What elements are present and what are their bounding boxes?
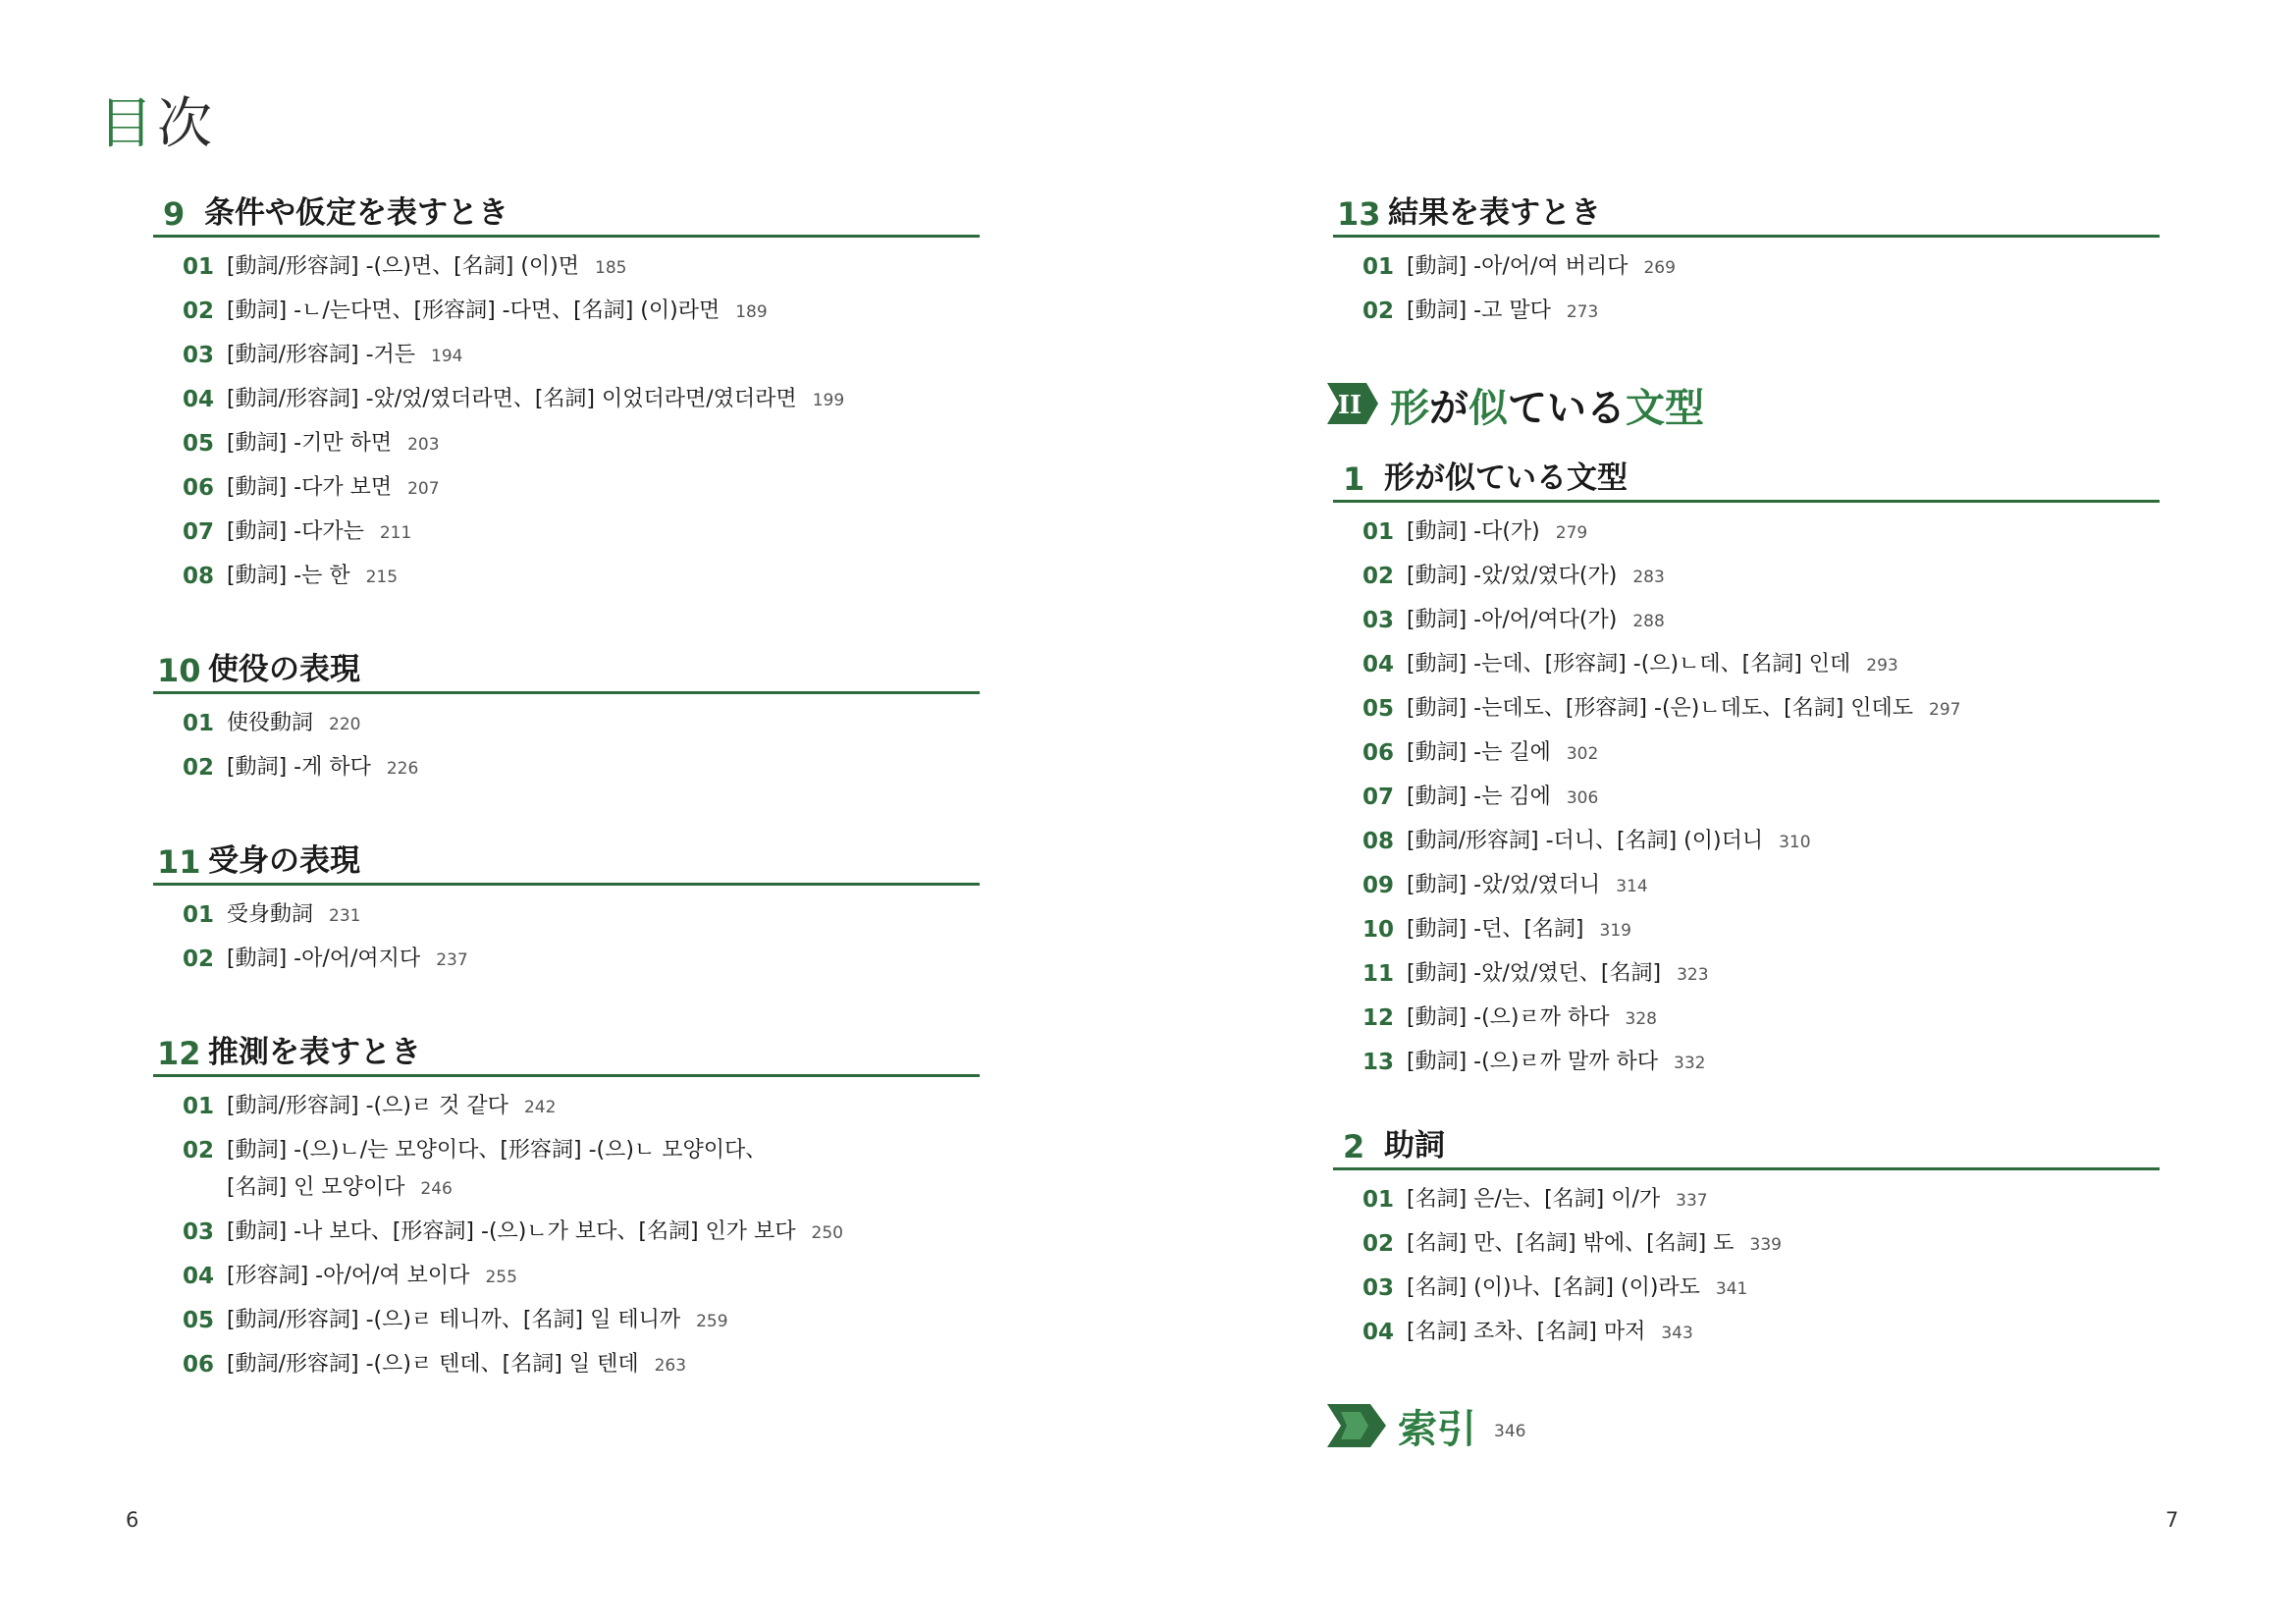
- entry-text: [名詞] (이)나、[名詞] (이)라도: [1407, 1275, 1700, 1300]
- section-number: 12: [157, 1035, 201, 1072]
- entry-text: [動詞/形容詞] -(으)ㄹ 것 같다: [227, 1094, 508, 1118]
- entry-text: [動詞] -는데、[形容詞] -(으)ㄴ데、[名詞] 인데: [1407, 652, 1851, 676]
- entry-number: 03: [1362, 1275, 1395, 1301]
- entry-text: [動詞] -아/어/여 버리다: [1407, 254, 1629, 279]
- entry-number: 03: [1362, 608, 1395, 633]
- entry-page: 319: [1599, 921, 1631, 941]
- entry-text: [動詞] -았/었/였다(가): [1407, 564, 1618, 588]
- entry-page: 283: [1632, 568, 1665, 587]
- section-number: 9: [163, 195, 186, 233]
- entry-number: 05: [183, 431, 215, 457]
- entry-text: [動詞] -(으)ㄹ까 말까 하다: [1407, 1050, 1659, 1074]
- entry-page: 273: [1566, 302, 1599, 322]
- entry-page: 306: [1566, 788, 1599, 808]
- entry-page: 339: [1749, 1235, 1782, 1255]
- entry-text: [動詞] -다가는: [227, 519, 364, 544]
- entry-number: 02: [183, 298, 215, 324]
- entry-page: 341: [1715, 1279, 1748, 1299]
- entry-number: 04: [183, 1264, 215, 1289]
- section-heading-11[interactable]: [153, 839, 980, 886]
- entry-page: 328: [1625, 1009, 1657, 1029]
- entry-text: [動詞] -던、[名詞]: [1407, 917, 1584, 942]
- entry-number: 01: [1362, 519, 1395, 545]
- entry-page: 255: [485, 1268, 517, 1287]
- index-page: 346: [1494, 1422, 1526, 1441]
- entry-page: 242: [523, 1098, 557, 1117]
- entry-number: 02: [1362, 564, 1395, 589]
- entry-page: 337: [1676, 1191, 1708, 1211]
- entry-page: 250: [811, 1223, 843, 1243]
- entry-page: 185: [595, 258, 627, 278]
- entry-text: [動詞/形容詞] -(으)ㄹ 텐데、[名詞] 일 텐데: [227, 1352, 639, 1377]
- entry-page: 279: [1555, 523, 1588, 543]
- entry-number: 09: [1362, 873, 1395, 898]
- part-badge-icon: [1327, 383, 1378, 424]
- section-title: 形が似ている文型: [1384, 460, 1628, 496]
- entry-number: 02: [183, 755, 215, 781]
- entry-page: 293: [1866, 656, 1898, 676]
- entry-text: [動詞] -게 하다: [227, 755, 371, 780]
- entry-number: 01: [1362, 1187, 1395, 1213]
- entry-text-line2: [名詞] 인 모양이다: [227, 1175, 405, 1200]
- entry-text: [動詞] -ㄴ/는다면、[形容詞] -다면、[名詞] (이)라면: [227, 298, 721, 323]
- entry-page: 199: [812, 391, 845, 410]
- entry-text: [動詞] -다가 보면: [227, 475, 393, 500]
- entry-text: 使役動詞: [227, 711, 314, 735]
- index-chevron-icon: [1327, 1404, 1378, 1445]
- part-title: 形が似ている文型: [1390, 386, 1704, 431]
- entry-page: 189: [735, 302, 768, 322]
- section-heading-2[interactable]: [1333, 1124, 2160, 1170]
- entry-number: 07: [183, 519, 215, 545]
- entry-number: 01: [1362, 254, 1395, 280]
- entry-number: 12: [1362, 1005, 1395, 1031]
- entry-page: 323: [1677, 965, 1709, 985]
- section-title: 助詞: [1384, 1128, 1445, 1163]
- section-number: 10: [157, 652, 201, 689]
- section-title: 受身の表現: [208, 843, 360, 879]
- entry-text: [動詞/形容詞] -았/었/였더라면、[名詞] 이었더라면/였더라면: [227, 387, 797, 411]
- entry-page: 302: [1566, 744, 1599, 764]
- entry-text: [動詞] -다(가): [1407, 519, 1540, 544]
- part-badge-label: II: [1337, 391, 1362, 420]
- entry-page: 226: [386, 759, 419, 779]
- entry-number: 08: [183, 564, 215, 589]
- entry-number: 05: [1362, 696, 1395, 722]
- section-heading-9[interactable]: [153, 191, 980, 238]
- entry-text: [名詞] 조차、[名詞] 마저: [1407, 1320, 1646, 1344]
- entry-text: [動詞/形容詞] -(으)면、[名詞] (이)면: [227, 254, 580, 279]
- section-number: 11: [157, 843, 201, 881]
- entry-text: [動詞] -(으)ㄹ까 하다: [1407, 1005, 1610, 1030]
- entry-number: 02: [183, 947, 215, 972]
- entry-text: [動詞] -았/었/였더니: [1407, 873, 1601, 897]
- entry-page: 310: [1779, 833, 1811, 852]
- entry-number: 01: [183, 254, 215, 280]
- section-title: 条件や仮定を表すとき: [204, 195, 508, 231]
- entry-page: 259: [696, 1312, 728, 1331]
- entry-page: 211: [379, 523, 412, 543]
- entry-text: [動詞] -는데도、[形容詞] -(은)ㄴ데도、[名詞] 인데도: [1407, 696, 1914, 721]
- entry-number: 06: [183, 1352, 215, 1378]
- entry-text: [形容詞] -아/어/여 보이다: [227, 1264, 470, 1288]
- entry-page: 246: [420, 1179, 453, 1199]
- entry-text: [名詞] 만、[名詞] 밖에、[名詞] 도: [1407, 1231, 1735, 1256]
- entry-number: 02: [183, 1138, 215, 1163]
- entry-page: 215: [365, 568, 399, 587]
- entry-page: 231: [329, 906, 361, 926]
- entry-page: 288: [1632, 612, 1665, 631]
- entry-number: 07: [1362, 784, 1395, 810]
- entry-number: 02: [1362, 1231, 1395, 1257]
- section-heading-1[interactable]: [1333, 457, 2160, 503]
- entry-number: 03: [183, 343, 215, 368]
- entry-page: 220: [329, 715, 361, 734]
- entry-page: 314: [1616, 877, 1648, 896]
- entry-number: 04: [1362, 1320, 1395, 1345]
- section-heading-13[interactable]: [1333, 191, 2160, 238]
- page-number-left: 6: [126, 1508, 139, 1532]
- entry-text: [動詞] -고 말다: [1407, 298, 1551, 323]
- entry-text: 受身動詞: [227, 902, 314, 927]
- section-number: 1: [1343, 460, 1365, 498]
- entry-page: 194: [431, 347, 463, 366]
- entry-text: [動詞] -았/었/였던、[名詞]: [1407, 961, 1662, 986]
- entry-page: 332: [1674, 1054, 1706, 1073]
- title-rest: 次: [157, 92, 216, 156]
- entry-text: [動詞] -(으)ㄴ/는 모양이다、[形容詞] -(으)ㄴ 모양이다、: [227, 1138, 768, 1163]
- entry-text: [名詞] 은/는、[名詞] 이/가: [1407, 1187, 1661, 1212]
- entry-text: [動詞] -는 김에: [1407, 784, 1551, 809]
- entry-page: 269: [1643, 258, 1676, 278]
- entry-text: [動詞] -는 길에: [1407, 740, 1551, 765]
- entry-text: [動詞] -아/어/여지다: [227, 947, 421, 971]
- entry-text: [動詞/形容詞] -거든: [227, 343, 416, 367]
- entry-page: 297: [1929, 700, 1961, 720]
- section-title: 推測を表すとき: [208, 1035, 421, 1070]
- entry-text: [動詞] -기만 하면: [227, 431, 393, 456]
- entry-number: 01: [183, 902, 215, 928]
- entry-page: 207: [407, 479, 440, 499]
- section-title: 使役の表現: [208, 652, 360, 687]
- entry-page: 263: [654, 1356, 687, 1376]
- entry-number: 10: [1362, 917, 1395, 943]
- entry-number: 03: [183, 1219, 215, 1245]
- entry-text: [動詞] -는 한: [227, 564, 350, 588]
- entry-text: [動詞/形容詞] -(으)ㄹ 테니까、[名詞] 일 테니까: [227, 1308, 681, 1332]
- entry-number: 02: [1362, 298, 1395, 324]
- entry-number: 06: [1362, 740, 1395, 766]
- section-heading-10[interactable]: [153, 648, 980, 694]
- entry-number: 08: [1362, 829, 1395, 854]
- entry-page: 343: [1661, 1324, 1693, 1343]
- entry-number: 06: [183, 475, 215, 501]
- entry-number: 01: [183, 1094, 215, 1119]
- entry-number: 01: [183, 711, 215, 736]
- page-number-right: 7: [2165, 1508, 2179, 1532]
- entry-number: 11: [1362, 961, 1395, 987]
- entry-text: [動詞] -아/어/여다(가): [1407, 608, 1618, 632]
- section-number: 13: [1337, 195, 1381, 233]
- entry-number: 05: [183, 1308, 215, 1333]
- entry-number: 04: [183, 387, 215, 412]
- section-heading-12[interactable]: [153, 1031, 980, 1077]
- entry-text: [動詞] -나 보다、[形容詞] -(으)ㄴ가 보다、[名詞] 인가 보다: [227, 1219, 796, 1244]
- entry-number: 13: [1362, 1050, 1395, 1075]
- section-number: 2: [1343, 1128, 1365, 1165]
- index-title: 索引 346: [1398, 1407, 1526, 1452]
- title-first-char: 目: [98, 92, 157, 156]
- entry-text: [動詞/形容詞] -더니、[名詞] (이)더니: [1407, 829, 1764, 853]
- entry-page: 237: [436, 950, 468, 970]
- page-title: [98, 81, 216, 159]
- section-title: 結果を表すとき: [1388, 195, 1601, 231]
- entry-page: 203: [407, 435, 440, 455]
- entry-number: 04: [1362, 652, 1395, 677]
